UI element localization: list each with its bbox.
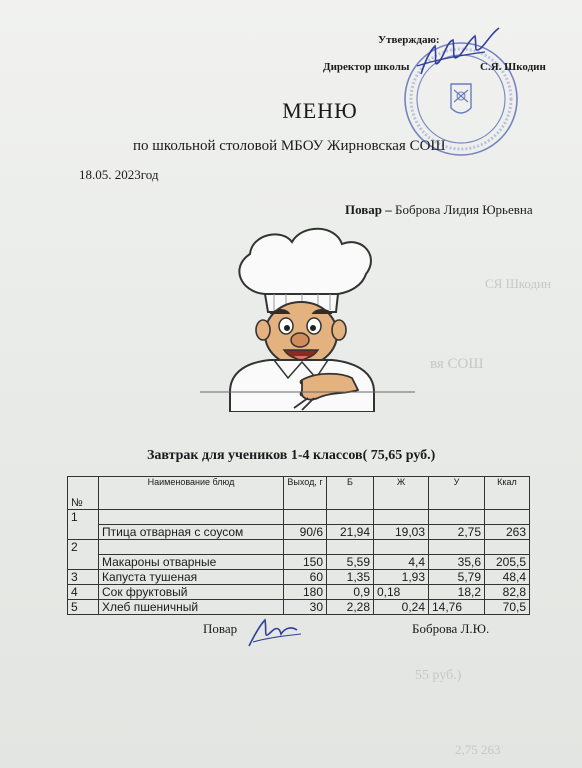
cell-kcal: 82,8	[485, 585, 530, 600]
cell-fat: 19,03	[374, 525, 429, 540]
column-header-number: №	[68, 477, 99, 510]
column-header-fat: Ж	[374, 477, 429, 510]
cell-kcal: 205,5	[485, 555, 530, 570]
cell-carbs: 35,6	[429, 555, 485, 570]
table-row	[68, 525, 530, 540]
cell-carbs: 2,75	[429, 525, 485, 540]
meal-title: Завтрак для учеников 1-4 классов( 75,65 руб.)	[147, 448, 436, 463]
chef-illustration	[190, 222, 425, 412]
cook-line	[345, 202, 533, 218]
cell-number: 2	[68, 540, 99, 570]
cell-number: 4	[68, 585, 99, 600]
table-row	[68, 585, 530, 600]
spacer-cell	[284, 540, 327, 555]
show-through-text: вя СОШ	[430, 356, 484, 372]
spacer-cell	[284, 510, 327, 525]
spacer-cell	[327, 540, 374, 555]
approve-label: Утверждаю:	[378, 34, 440, 46]
cook-name: Боброва Лидия Юрьевна	[395, 202, 533, 217]
cook-label: Повар –	[345, 202, 392, 217]
spacer-cell	[374, 540, 429, 555]
table-row	[68, 510, 530, 525]
spacer-cell	[485, 510, 530, 525]
footer-cook-name: Боброва Л.Ю.	[412, 621, 490, 636]
column-header-dish: Наименование блюд	[99, 477, 284, 510]
spacer-cell	[327, 510, 374, 525]
cell-kcal: 48,4	[485, 570, 530, 585]
director-name: С.Я. Шкодин	[480, 61, 546, 73]
director-signature	[415, 22, 505, 82]
cell-protein: 21,94	[327, 525, 374, 540]
spacer-cell	[429, 540, 485, 555]
table-row	[68, 555, 530, 570]
column-header-output: Выход, г	[284, 477, 327, 510]
footer-cook-label: Повар	[203, 621, 238, 636]
spacer-cell	[374, 510, 429, 525]
column-header-kcal: Ккал	[485, 477, 530, 510]
cell-dish: Хлеб пшеничный	[99, 600, 284, 615]
spacer-cell	[99, 510, 284, 525]
cell-fat: 0,18	[374, 585, 429, 600]
cell-output: 30	[284, 600, 327, 615]
cook-signature	[245, 612, 305, 652]
director-label: Директор школы	[323, 61, 410, 73]
show-through-text: СЯ Шкодин	[485, 276, 552, 291]
spacer-cell	[429, 510, 485, 525]
cell-protein: 5,59	[327, 555, 374, 570]
cell-number: 1	[68, 510, 99, 540]
cell-protein: 0,9	[327, 585, 374, 600]
school-subtitle: по школьной столовой МБОУ Жирновская СОШ	[133, 138, 446, 154]
cell-output: 60	[284, 570, 327, 585]
cell-carbs: 18,2	[429, 585, 485, 600]
cell-kcal: 263	[485, 525, 530, 540]
spacer-cell	[485, 540, 530, 555]
cell-fat: 4,4	[374, 555, 429, 570]
column-header-protein: Б	[327, 477, 374, 510]
menu-date: 18.05. 2023год	[79, 167, 159, 182]
cell-fat: 1,93	[374, 570, 429, 585]
cell-output: 90/6	[284, 525, 327, 540]
cell-number: 5	[68, 600, 99, 615]
cell-output: 180	[284, 585, 327, 600]
show-through-text: 55 руб.)	[415, 668, 462, 683]
cell-number: 3	[68, 570, 99, 585]
menu-table	[67, 476, 530, 615]
cell-output: 150	[284, 555, 327, 570]
cell-kcal: 70,5	[485, 600, 530, 615]
table-row	[68, 540, 530, 555]
cell-carbs: 5,79	[429, 570, 485, 585]
cell-protein: 1,35	[327, 570, 374, 585]
page-title: МЕНЮ	[282, 98, 358, 123]
cell-fat: 0,24	[374, 600, 429, 615]
cell-protein: 2,28	[327, 600, 374, 615]
column-header-carbs: У	[429, 477, 485, 510]
cell-carbs: 14,76	[429, 600, 485, 615]
table-header-row	[68, 477, 530, 510]
show-through-text: 2,75 263	[455, 742, 501, 757]
table-row	[68, 570, 530, 585]
cell-dish: Сок фруктовый	[99, 585, 284, 600]
spacer-cell	[99, 540, 284, 555]
cell-dish: Макароны отварные	[99, 555, 284, 570]
cell-dish: Птица отварная с соусом	[99, 525, 284, 540]
cell-dish: Капуста тушеная	[99, 570, 284, 585]
